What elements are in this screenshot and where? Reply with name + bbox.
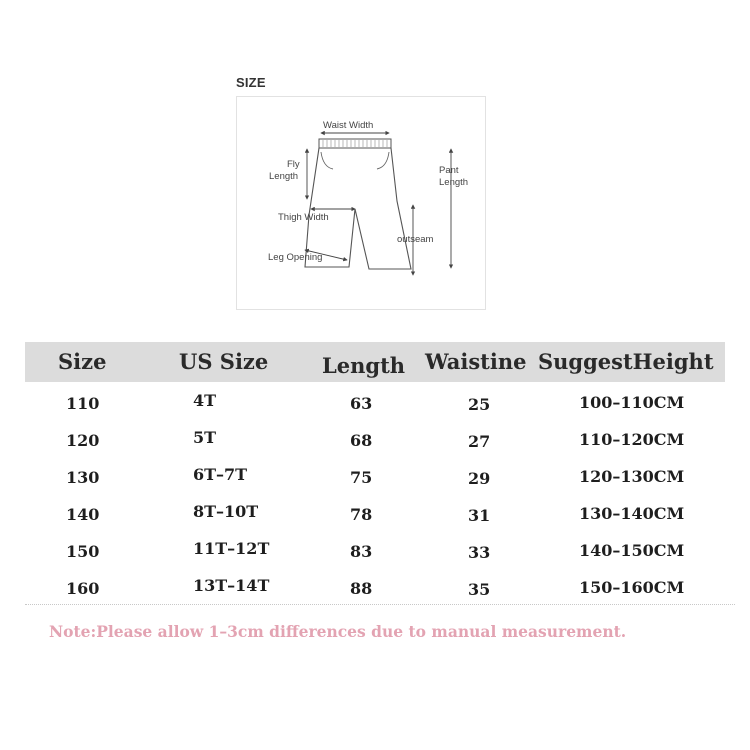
table-cell-length: 83 <box>350 542 373 561</box>
table-bottom-divider <box>25 604 735 605</box>
table-cell-waist: 27 <box>468 432 491 451</box>
header-waistine: Waistine <box>425 349 527 374</box>
table-cell-waist: 29 <box>468 469 491 488</box>
pants-measurement-diagram <box>236 96 486 310</box>
table-cell-us: 11T–12T <box>193 539 270 558</box>
table-cell-height: 100–110CM <box>579 393 685 412</box>
table-cell-height: 140–150CM <box>579 541 685 560</box>
table-cell-us: 8T–10T <box>193 502 259 521</box>
table-cell-length: 68 <box>350 431 373 450</box>
table-cell-size: 160 <box>66 579 100 598</box>
table-cell-waist: 35 <box>468 580 491 599</box>
table-cell-waist: 33 <box>468 543 491 562</box>
size-heading: SIZE <box>236 75 266 90</box>
table-cell-size: 130 <box>66 468 100 487</box>
header-us-size: US Size <box>179 349 269 374</box>
table-cell-us: 6T–7T <box>193 465 248 484</box>
thigh-width-label: Thigh Width <box>278 212 329 223</box>
table-cell-size: 120 <box>66 431 100 450</box>
table-cell-length: 78 <box>350 505 373 524</box>
table-cell-height: 130–140CM <box>579 504 685 523</box>
table-cell-waist: 31 <box>468 506 491 525</box>
table-cell-size: 110 <box>66 394 100 413</box>
pant-length-label-2: Length <box>439 177 469 188</box>
pants-diagram-svg <box>237 97 487 311</box>
table-cell-waist: 25 <box>468 395 491 414</box>
header-length: Length <box>322 353 406 378</box>
header-suggest-height: SuggestHeight <box>538 349 714 374</box>
waist-width-label: Waist Width <box>323 120 374 131</box>
table-cell-length: 63 <box>350 394 373 413</box>
table-cell-length: 88 <box>350 579 373 598</box>
table-cell-height: 120–130CM <box>579 467 685 486</box>
fly-length-label-2: Length <box>269 171 299 182</box>
outseam-label: outseam <box>397 234 434 245</box>
table-cell-height: 150–160CM <box>579 578 685 597</box>
pants-outline <box>305 148 411 269</box>
header-size: Size <box>58 349 107 374</box>
pant-length-label-1: Pant <box>439 165 459 176</box>
table-cell-us: 5T <box>193 428 217 447</box>
table-cell-us: 13T–14T <box>193 576 270 595</box>
fly-length-label-1: Fly <box>287 159 300 170</box>
table-cell-height: 110–120CM <box>579 430 685 449</box>
table-cell-us: 4T <box>193 391 217 410</box>
table-cell-size: 150 <box>66 542 100 561</box>
leg-opening-label: Leg Opening <box>268 252 323 263</box>
table-cell-length: 75 <box>350 468 373 487</box>
measurement-note: Note:Please allow 1–3cm differences due to manual measurement. <box>49 622 627 641</box>
table-cell-size: 140 <box>66 505 100 524</box>
